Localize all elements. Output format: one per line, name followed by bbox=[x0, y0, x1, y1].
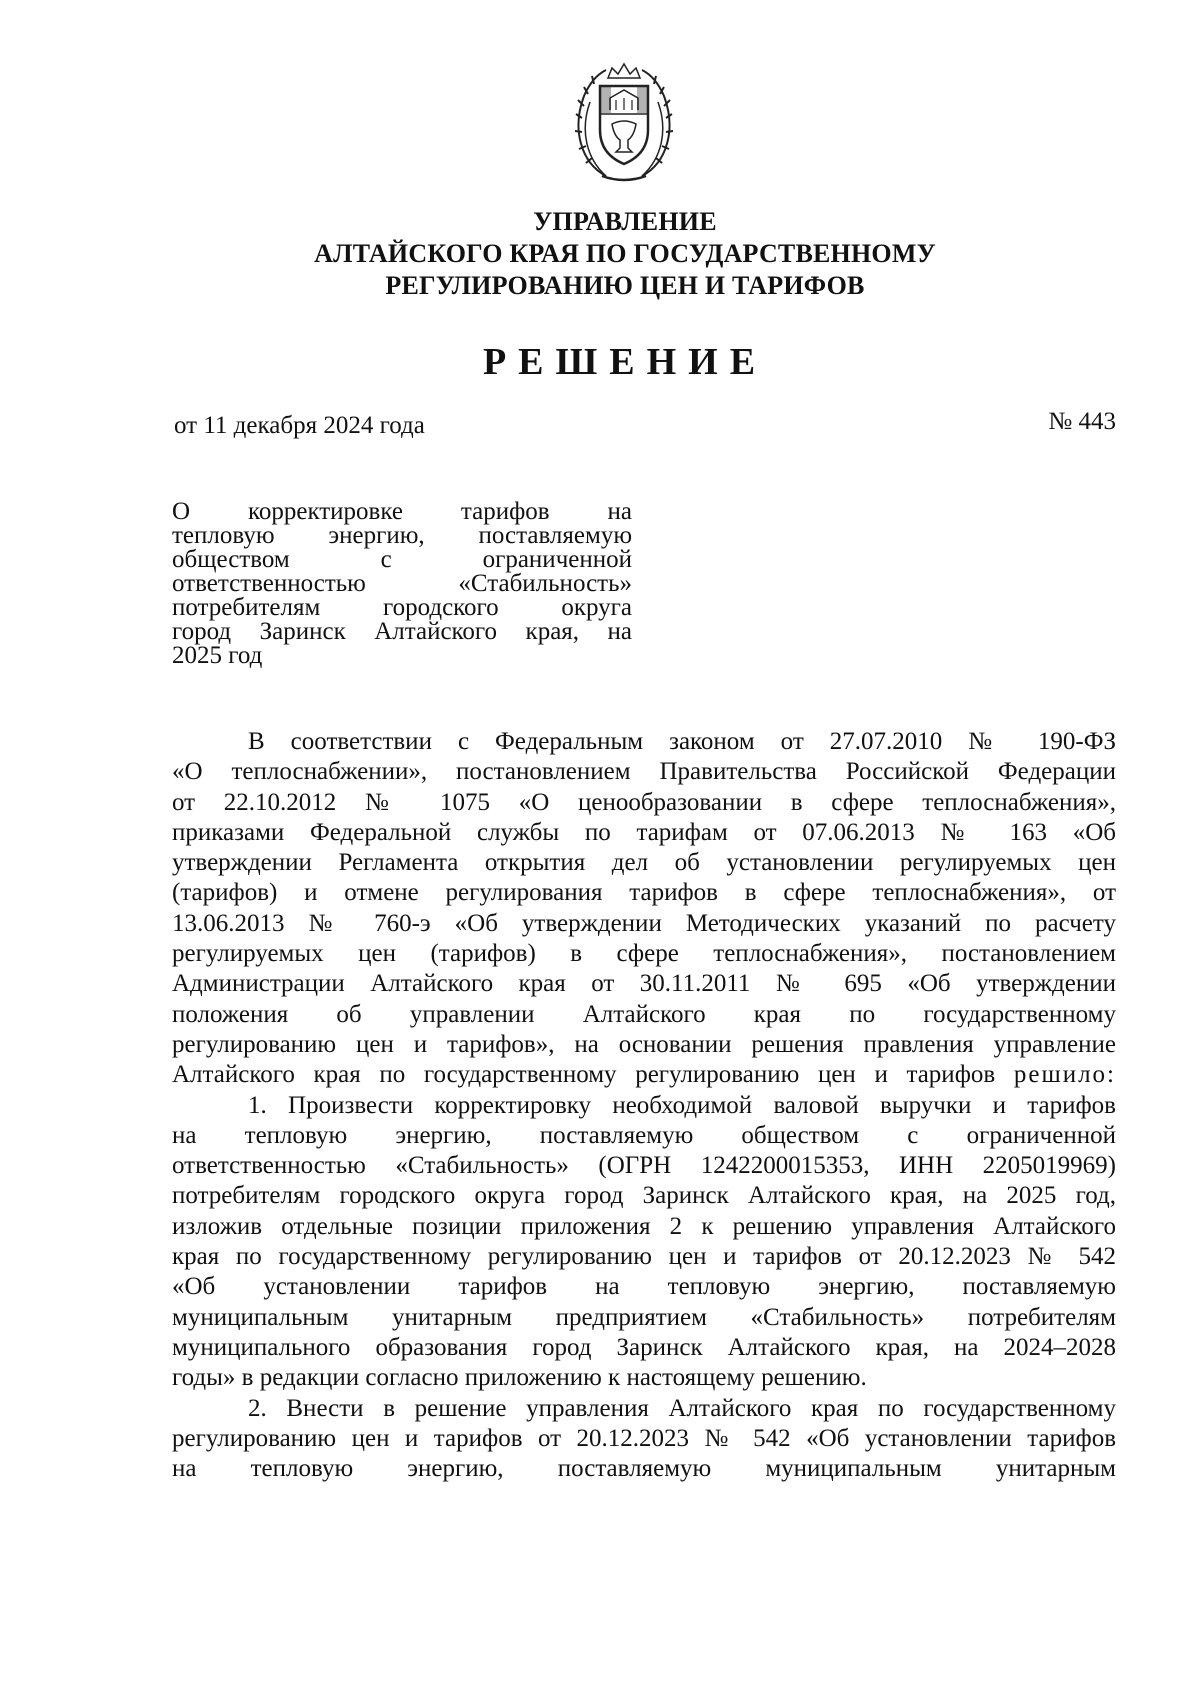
subject-line: ответственностью «Стабильность» bbox=[172, 570, 632, 597]
body-line: Администрации Алтайского края от 30.11.2011 № 695 «Об утверждении bbox=[172, 970, 1116, 998]
item-1-line: изложив отдельные позиции приложения 2 к решению управления Алтайского bbox=[172, 1212, 1116, 1240]
document-subject bbox=[172, 500, 632, 668]
subject-line: О корректировке тарифов на bbox=[172, 498, 632, 525]
body-line: регулируемых цен (тарифов) в сфере теплоснабжения», постановлением bbox=[172, 940, 1116, 968]
decision-verb: решило: bbox=[1013, 1061, 1117, 1089]
org-name-line-3: РЕГУЛИРОВАНИЮ ЦЕН И ТАРИФОВ bbox=[385, 271, 865, 300]
coat-of-arms-emblem-icon bbox=[566, 58, 682, 184]
item-1-line: ответственностью «Стабильность» (ОГРН 1242200015353, ИНН 2205019969) bbox=[172, 1152, 1116, 1180]
item-2-line: на тепловую энергию, поставляемую муниципальным унитарным bbox=[172, 1455, 1116, 1483]
item-1-line: на тепловую энергию, поставляемую обществом с ограниченной bbox=[172, 1121, 1116, 1149]
item-1-line: муниципального образования город Заринск Алтайского края, на 2024–2028 bbox=[172, 1333, 1116, 1361]
item-1-line: края по государственному регулированию цен и тарифов от 20.12.2023 № 542 bbox=[172, 1243, 1116, 1271]
body-line bbox=[172, 1060, 1116, 1090]
item-2-line: регулированию цен и тарифов от 20.12.2023 № 542 «Об установлении тарифов bbox=[172, 1424, 1116, 1452]
body-line: В соответствии с Федеральным законом от 27.07.2010 № 190-ФЗ bbox=[248, 728, 1116, 755]
item-2-line: 2. Внести в решение управления Алтайского края по государственному bbox=[248, 1394, 1116, 1422]
item-1-line: муниципальным унитарным предприятием «Стабильность» потребителям bbox=[172, 1303, 1116, 1331]
body-line: положения об управлении Алтайского края по государственному bbox=[172, 1000, 1116, 1028]
body-line: приказами Федеральной службы по тарифам от 07.06.2013 № 163 «Об bbox=[172, 818, 1116, 846]
item-1-line: «Об установлении тарифов на тепловую энергию, поставляемую bbox=[172, 1273, 1116, 1301]
body-line: от 22.10.2012 № 1075 «О ценообразовании в сфере теплоснабжения», bbox=[172, 788, 1116, 816]
document-date: от 11 декабря 2024 года bbox=[174, 412, 425, 439]
subject-line: тепловую энергию, поставляемую bbox=[172, 522, 632, 549]
subject-line: город Заринск Алтайского края, на bbox=[172, 618, 632, 645]
body-line: «О теплоснабжении», постановлением Правительства Российской Федерации bbox=[172, 758, 1116, 786]
item-1-line: годы» в редакции согласно приложению к настоящему решению. bbox=[172, 1364, 867, 1392]
subject-line: обществом с ограниченной bbox=[172, 546, 632, 573]
org-name-line-1: УПРАВЛЕНИЕ bbox=[533, 207, 717, 236]
document-type-title: РЕШЕНИЕ bbox=[482, 341, 768, 383]
subject-line: потребителям городского округа bbox=[172, 594, 632, 621]
subject-line: 2025 год bbox=[172, 642, 263, 669]
org-name-line-2: АЛТАЙСКОГО КРАЯ ПО ГОСУДАРСТВЕННОМУ bbox=[314, 239, 936, 268]
document-number: № 443 bbox=[1048, 408, 1116, 435]
body-line: утверждении Регламента открытия дел об установлении регулируемых цен bbox=[172, 849, 1116, 877]
item-1-line: 1. Произвести корректировку необходимой валовой выручки и тарифов bbox=[248, 1091, 1116, 1119]
document-body bbox=[172, 727, 1116, 1484]
item-1-line: потребителям городского округа город Заринск Алтайского края, на 2025 год, bbox=[172, 1182, 1116, 1210]
body-line: регулированию цен и тарифов», на основании решения правления управление bbox=[172, 1030, 1116, 1058]
body-line-text: Алтайского края по государственному регулированию цен и тарифов bbox=[172, 1061, 996, 1089]
body-line: (тарифов) и отмене регулирования тарифов в сфере теплоснабжения», от bbox=[172, 879, 1116, 907]
body-line: 13.06.2013 № 760-э «Об утверждении Методических указаний по расчету bbox=[172, 909, 1116, 937]
